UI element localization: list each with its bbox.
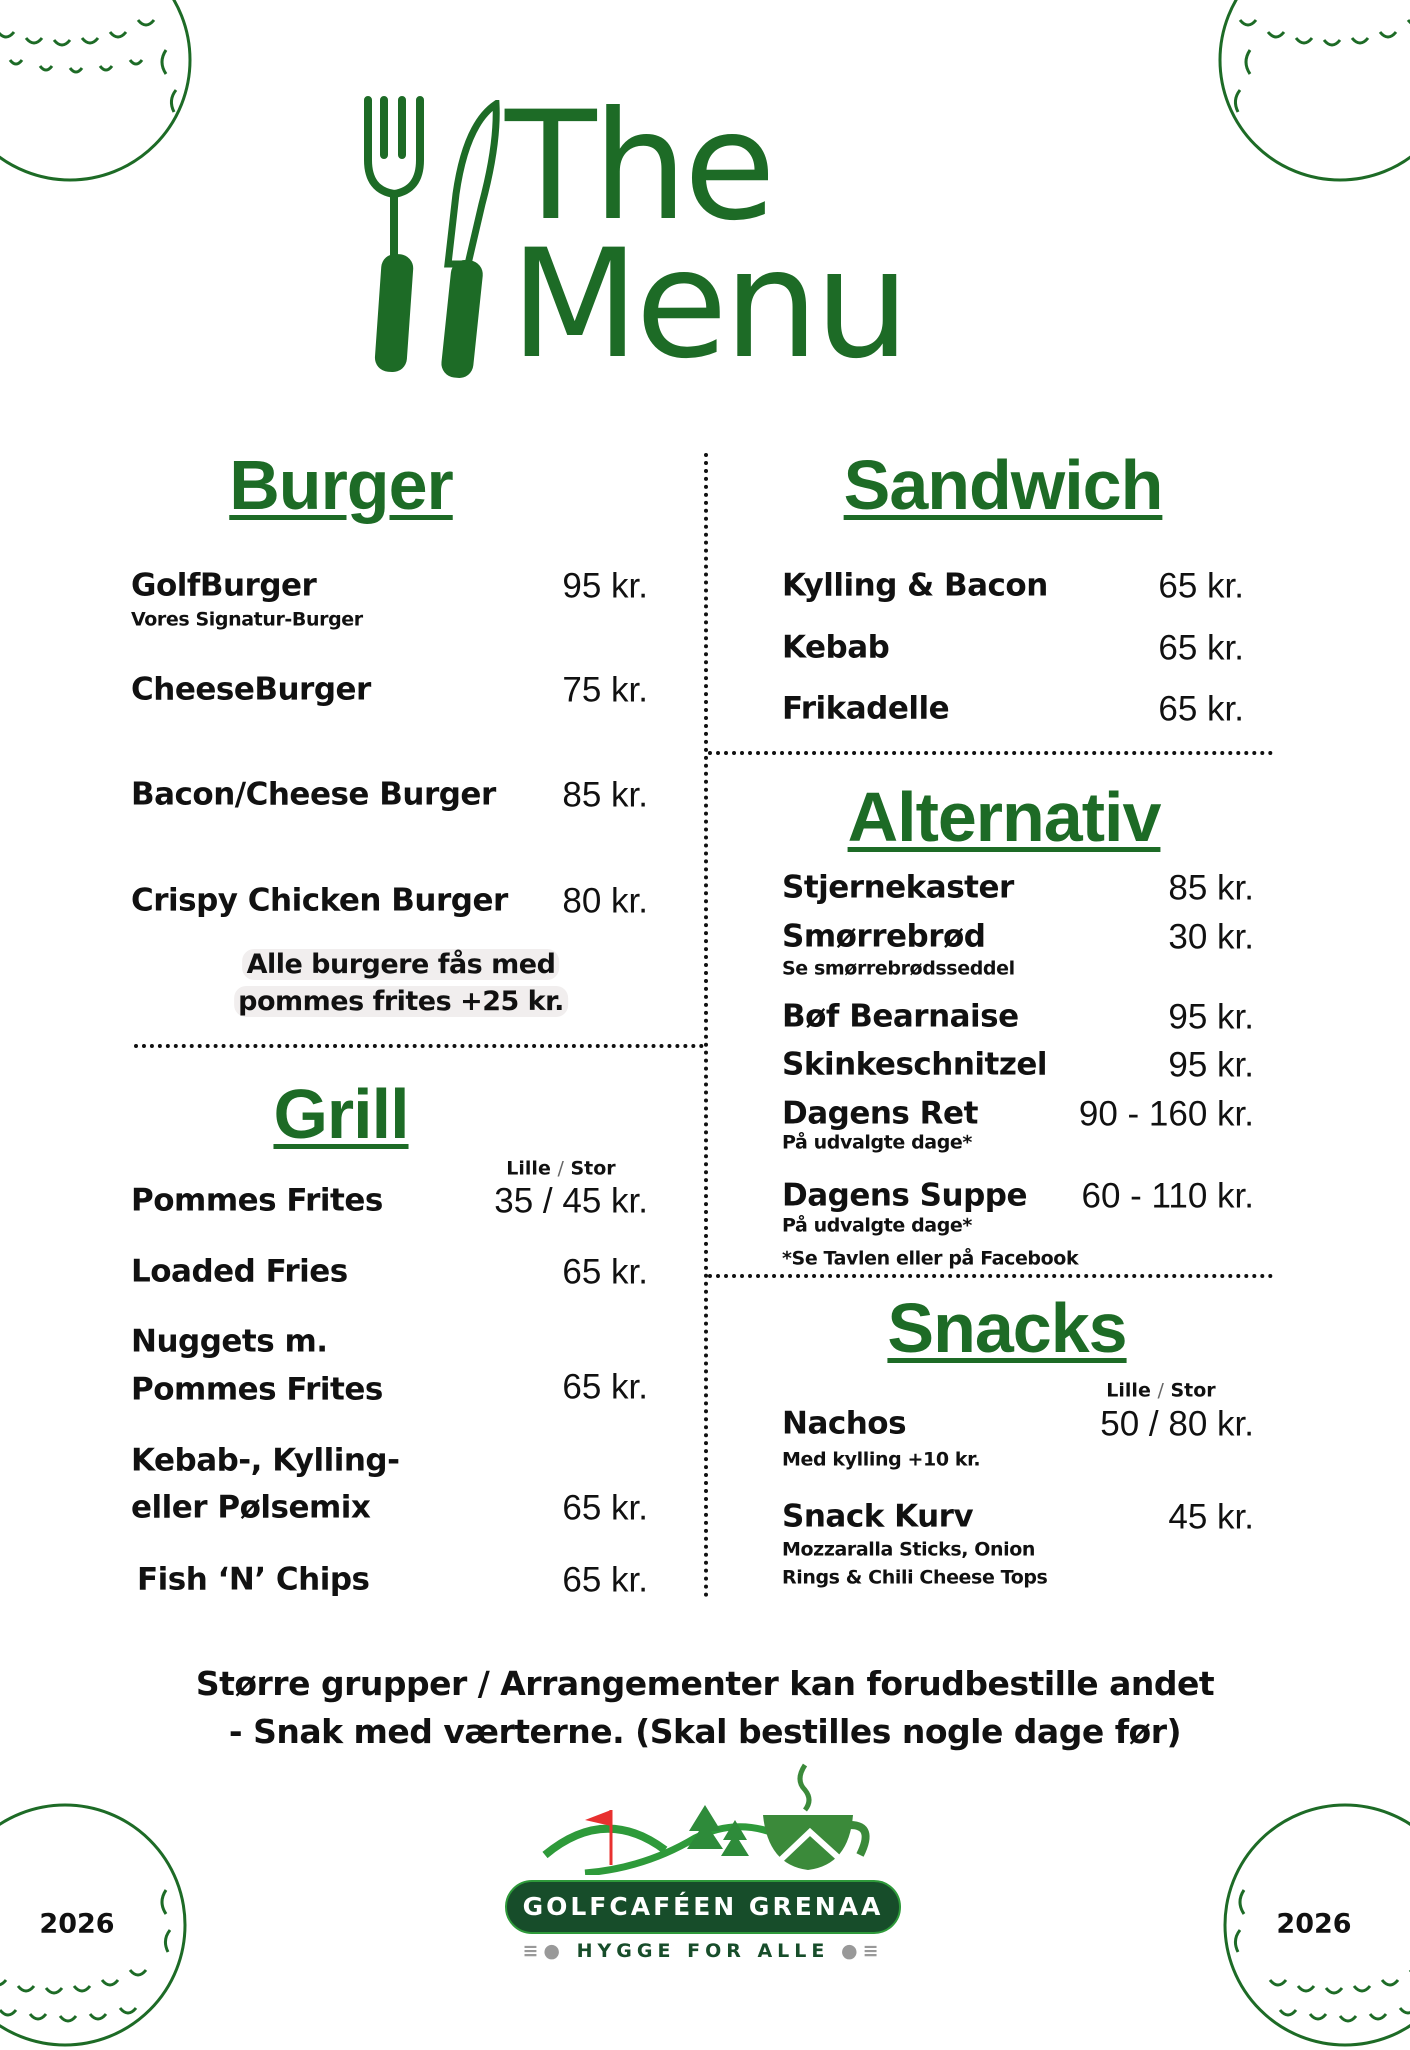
size-sep: / [1157,1379,1164,1402]
item-name: Crispy Chicken Burger [131,882,508,919]
golf-ball-icon [1210,0,1410,200]
item-name-line2: eller Pølsemix [131,1489,371,1526]
divider-alternativ-snacks [708,1274,1273,1278]
size-label [1106,1379,1216,1402]
size-small: Lille [1106,1379,1151,1402]
item-price: 65 kr. [562,1560,648,1600]
logo-name: GOLFCAFÉEN GRENAA [522,1892,884,1921]
item-price: 65 kr. [1158,689,1244,729]
item-price: 35 / 45 kr. [494,1181,648,1221]
item-name: Stjernekaster [782,869,1014,906]
item-description: På udvalgte dage* [782,1131,972,1154]
item-price: 90 - 160 kr. [1078,1094,1254,1134]
item-description: Med kylling +10 kr. [782,1448,981,1471]
item-price: 65 kr. [562,1367,648,1407]
item-price: 95 kr. [1168,1045,1254,1085]
group-booking-note [0,1660,1410,1756]
item-price: 95 kr. [1168,997,1254,1037]
item-name: Kylling & Bacon [782,567,1048,604]
item-description-line2: Rings & Chili Cheese Tops [782,1566,1048,1589]
item-name: Nuggets m. [131,1323,328,1360]
item-name: Smørrebrød [782,918,986,955]
size-large: Stor [570,1157,616,1180]
item-name: GolfBurger [131,567,317,604]
knife-icon [436,100,508,380]
size-label [506,1157,616,1180]
item-price: 45 kr. [1168,1497,1254,1537]
divider-vertical [704,453,708,1598]
item-price: 50 / 80 kr. [1100,1404,1254,1444]
size-small: Lille [506,1157,551,1180]
footnote: *Se Tavlen eller på Facebook [782,1247,1079,1270]
item-price: 65 kr. [1158,628,1244,668]
item-name: Kebab-, Kylling- [131,1442,400,1479]
item-price: 65 kr. [562,1252,648,1292]
size-large: Stor [1170,1379,1216,1402]
note-line: Alle burgere fås med [243,949,560,980]
item-price: 65 kr. [562,1488,648,1528]
item-name-line2: Pommes Frites [131,1371,383,1408]
item-name: Pommes Frites [131,1182,383,1219]
burger-fries-note [234,946,568,1020]
logo-tagline-text: HYGGE FOR ALLE [576,1940,830,1962]
item-description: Vores Signatur-Burger [131,608,363,631]
footer-line: Større grupper / Arrangementer kan forudbestille andet [195,1664,1215,1703]
heading-burger: Burger [229,446,453,524]
title-the: The [505,80,772,254]
title-menu: Menu [510,218,906,392]
year-right: 2026 [1276,1908,1352,1940]
item-description: På udvalgte dage* [782,1214,972,1237]
item-name: Fish ‘N’ Chips [137,1561,370,1598]
logo-tagline: ≡● HYGGE FOR ALLE ●≡ [522,1940,884,1962]
item-name: Skinkeschnitzel [782,1046,1048,1083]
item-name: Loaded Fries [131,1253,348,1290]
year-left: 2026 [39,1908,115,1940]
item-name: Nachos [782,1405,907,1442]
item-price: 65 kr. [1158,566,1244,606]
item-name: Dagens Ret [782,1095,978,1132]
item-price: 85 kr. [562,775,648,815]
item-price: 85 kr. [1168,868,1254,908]
item-name: CheeseBurger [131,671,371,708]
fork-icon [360,94,440,376]
item-name: Snack Kurv [782,1498,974,1535]
item-name: Dagens Suppe [782,1177,1027,1214]
heading-grill: Grill [273,1075,409,1153]
item-price: 75 kr. [562,670,648,710]
item-price: 60 - 110 kr. [1081,1176,1254,1216]
item-name: Frikadelle [782,690,950,727]
logo [505,1755,905,1970]
heading-alternativ: Alternativ [847,778,1161,856]
logo-graphic-icon [505,1755,905,1875]
golf-ball-icon [0,0,200,200]
item-name: Bøf Bearnaise [782,998,1019,1035]
item-description: Mozzaralla Sticks, Onion [782,1538,1036,1561]
item-name: Kebab [782,629,890,666]
item-price: 80 kr. [562,881,648,921]
logo-name-badge [505,1880,901,1934]
footer-line: - Snak med værterne. (Skal bestilles nogle dage før) [228,1712,1182,1751]
item-description: Se smørrebrødsseddel [782,957,1015,980]
heading-sandwich: Sandwich [843,446,1163,524]
divider-burger-grill [134,1044,704,1048]
item-name: Bacon/Cheese Burger [131,776,496,813]
size-sep: / [557,1157,564,1180]
item-price: 30 kr. [1168,917,1254,957]
note-line: pommes frites +25 kr. [234,986,568,1017]
heading-snacks: Snacks [887,1289,1127,1367]
divider-sandwich-alternativ [708,751,1273,755]
item-price: 95 kr. [562,566,648,606]
